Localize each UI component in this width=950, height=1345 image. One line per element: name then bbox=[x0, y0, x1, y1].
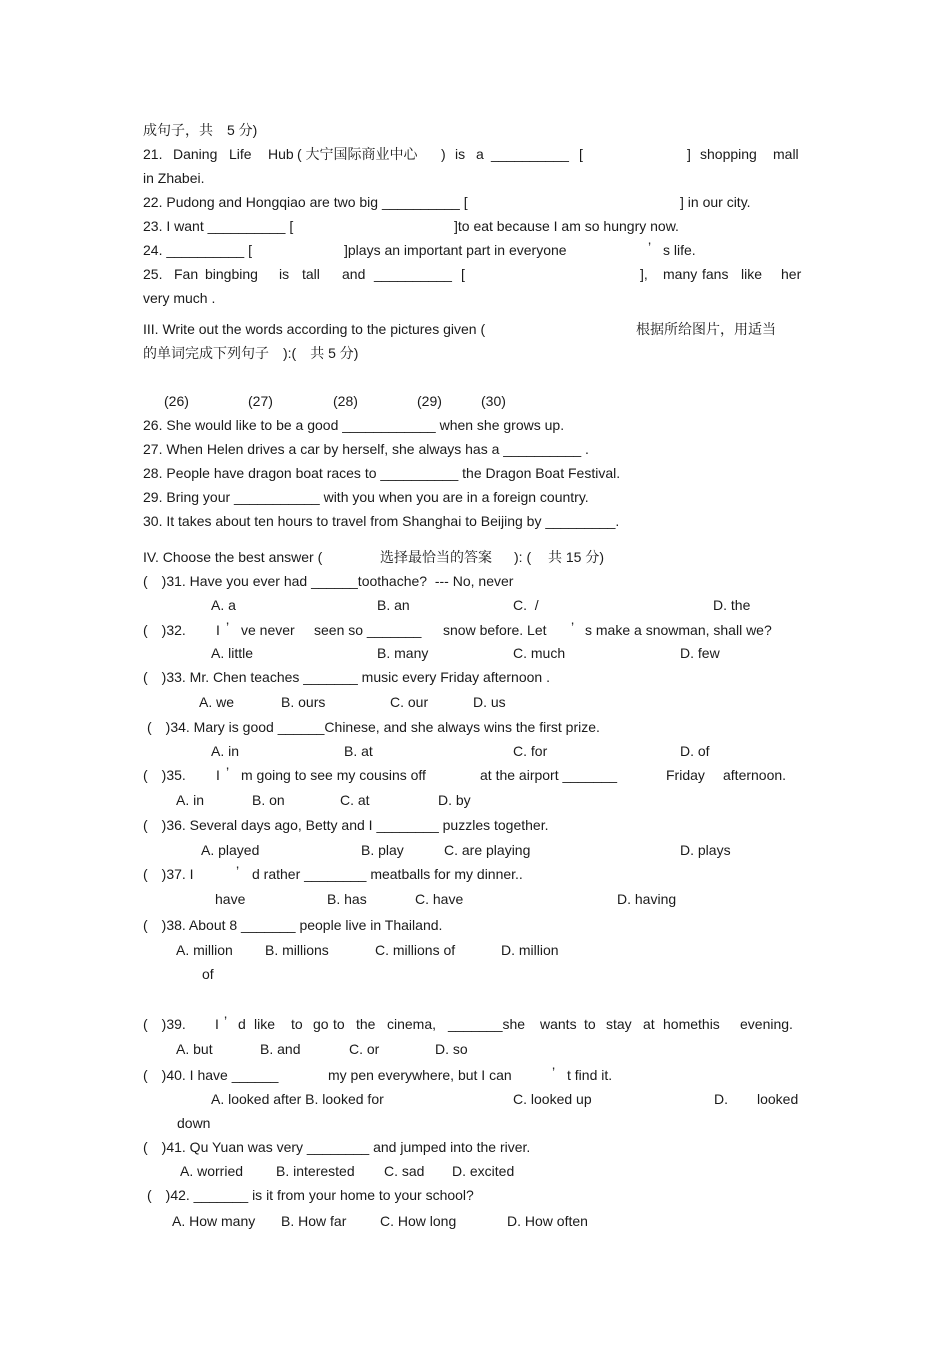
option-a: A. we bbox=[199, 694, 235, 710]
option-b: B. millions bbox=[265, 942, 329, 958]
option-a: A. million bbox=[176, 942, 233, 958]
option-b: B. many bbox=[377, 645, 429, 661]
option-d: D. excited bbox=[452, 1163, 515, 1179]
option-d: D. million bbox=[501, 942, 559, 958]
picture-label: (28) bbox=[333, 393, 358, 409]
question-26: 26. She would like to be a good ____________ when she grows up. bbox=[143, 417, 565, 433]
option-a: A. How many bbox=[172, 1213, 256, 1229]
option-c: C. looked up bbox=[513, 1091, 592, 1107]
option-c: C. or bbox=[349, 1041, 380, 1057]
option-a: A. looked after B. looked for bbox=[211, 1091, 384, 1107]
option-b: B. ours bbox=[281, 694, 326, 710]
option-b: B. How far bbox=[281, 1213, 347, 1229]
option-b: B. and bbox=[260, 1041, 301, 1057]
option-a: A. in bbox=[176, 792, 205, 808]
option-d: D. the bbox=[713, 597, 751, 613]
question-28: 28. People have dragon boat races to __________ the Dragon Boat Festival. bbox=[143, 465, 621, 481]
picture-label: (30) bbox=[481, 393, 506, 409]
option-c: C. millions of bbox=[375, 942, 456, 958]
instruction-tail: 成句子，共 5 分) bbox=[143, 122, 258, 138]
option-b: B. at bbox=[344, 743, 373, 759]
option-d: D. plays bbox=[680, 842, 731, 858]
picture-label: (27) bbox=[248, 393, 273, 409]
option-c: C. are playing bbox=[444, 842, 531, 858]
option-b: B. has bbox=[327, 891, 367, 907]
option-c: C. sad bbox=[384, 1163, 425, 1179]
option-c: C. at bbox=[340, 792, 370, 808]
option-a: A. in bbox=[211, 743, 240, 759]
option-a: A. but bbox=[176, 1041, 213, 1057]
option-d: D. so bbox=[435, 1041, 468, 1057]
question-29: 29. Bring your ___________ with you when you are in a foreign country. bbox=[143, 489, 589, 505]
option-a: A. played bbox=[201, 842, 260, 858]
option-c: C. much bbox=[513, 645, 566, 661]
option-d: D. having bbox=[617, 891, 677, 907]
option-d: D. of bbox=[680, 743, 710, 759]
option-b: B. interested bbox=[276, 1163, 355, 1179]
option-d: D. by bbox=[438, 792, 471, 808]
option-d: D. How often bbox=[507, 1213, 588, 1229]
option-a: A. worried bbox=[180, 1163, 244, 1179]
option-d: D. bbox=[714, 1091, 728, 1107]
option-b: B. play bbox=[361, 842, 404, 858]
option-c: C. / bbox=[513, 597, 539, 613]
option-a: A. a bbox=[211, 597, 236, 613]
picture-label: (26) bbox=[164, 393, 189, 409]
option-d: D. few bbox=[680, 645, 720, 661]
option-c: C. have bbox=[415, 891, 464, 907]
option-b: B. an bbox=[377, 597, 410, 613]
question-27: 27. When Helen drives a car by herself, she always has a __________ . bbox=[143, 441, 589, 457]
option-d: D. us bbox=[473, 694, 506, 710]
option-c: C. our bbox=[390, 694, 429, 710]
option-c: C. How long bbox=[380, 1213, 457, 1229]
question-30: 30. It takes about ten hours to travel from Shanghai to Beijing by _________. bbox=[143, 513, 620, 529]
option-a: have bbox=[215, 891, 246, 907]
option-a: A. little bbox=[211, 645, 254, 661]
option-b: B. on bbox=[252, 792, 285, 808]
option-c: C. for bbox=[513, 743, 548, 759]
picture-label: (29) bbox=[417, 393, 442, 409]
